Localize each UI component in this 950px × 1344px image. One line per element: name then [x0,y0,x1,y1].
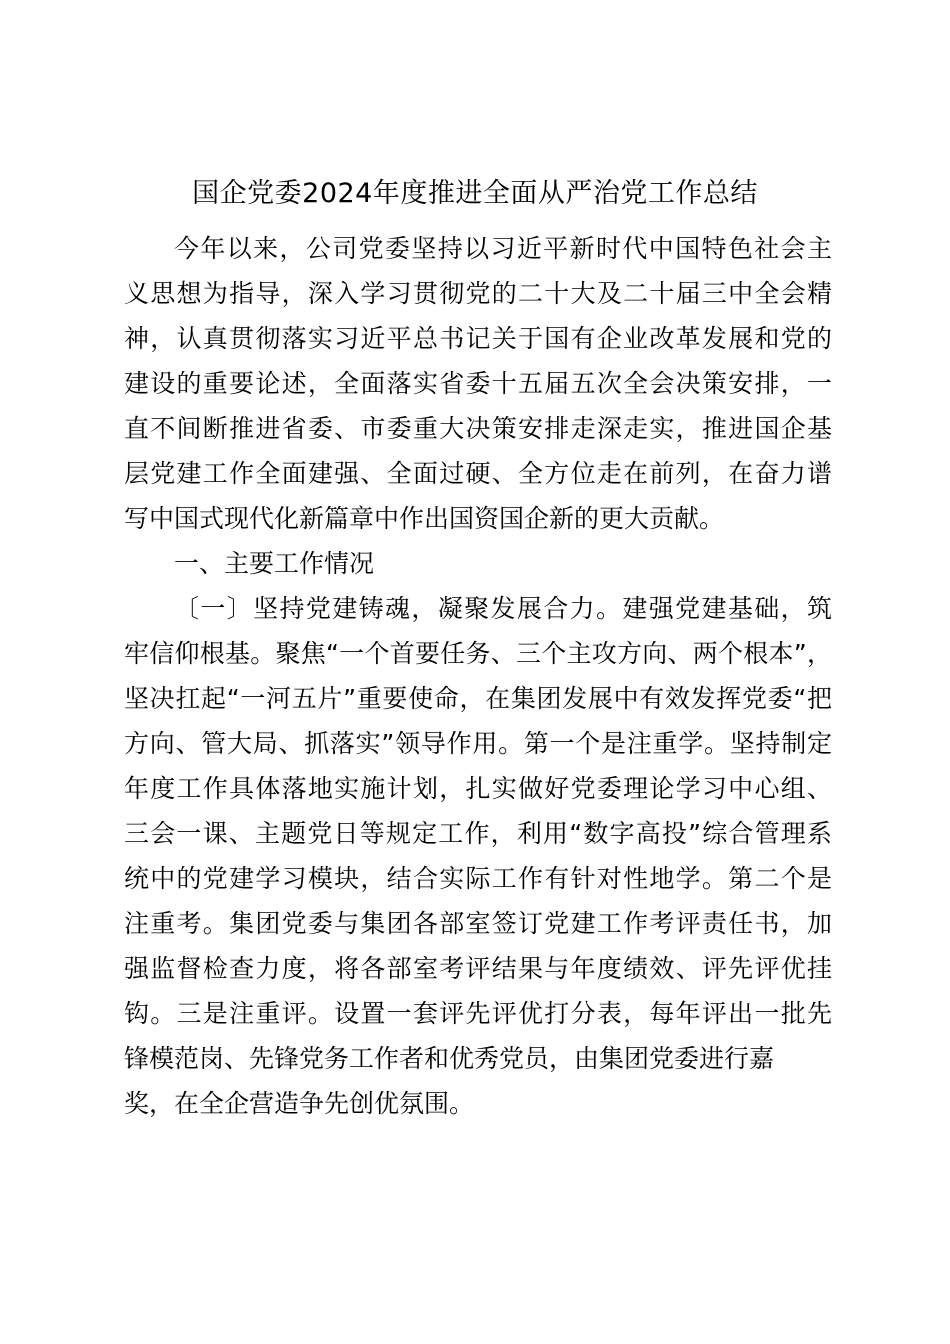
paragraph-line: 义思想为指导，深入学习贯彻党的二十大及二十届三中全会精 [124,279,832,308]
paragraph-line: 锋模范岗、先锋党务工作者和优秀党员，由集团党委进行嘉 [124,1044,775,1073]
document-title: 国企党委2024年度推进全面从严治党工作总结 [192,178,758,209]
paragraph-line: 神，认真贯彻落实习近平总书记关于国有企业改革发展和党的 [124,324,832,353]
document-body [124,226,832,1126]
paragraph-line: 坚决扛起“一河五片”重要使命，在集团发展中有效发挥党委“把 [124,684,832,713]
section-heading [124,541,832,586]
paragraph-line: 统中的党建学习模块，结合实际工作有针对性地学。第二个是 [124,864,832,893]
paragraph-line: 奖，在全企营造争先创优氛围。 [124,1089,475,1118]
paragraph-line: 直不间断推进省委、市委重大决策安排走深走实，推进国企基 [124,414,832,443]
paragraph-line: 三会一课、主题党日等规定工作，利用“数字高投”综合管理系 [124,819,832,848]
paragraph-line: 强监督检查力度，将各部室考评结果与年度绩效、评先评优挂 [124,954,832,983]
paragraph-line: 牢信仰根基。聚焦“一个首要任务、三个主攻方向、两个根本”， [124,639,832,668]
paragraph-intro [124,226,832,541]
paragraph-line: 〔一〕坚持党建铸魂，凝聚发展合力。建强党建基础，筑 [174,594,832,623]
section-heading-text: 一、主要工作情况 [174,549,375,578]
paragraph-section-1-1 [124,586,832,1126]
paragraph-line: 年度工作具体落地实施计划，扎实做好党委理论学习中心组、 [124,774,832,803]
paragraph-line: 注重考。集团党委与集团各部室签订党建工作考评责任书，加 [124,909,832,938]
paragraph-line: 建设的重要论述，全面落实省委十五届五次全会决策安排，一 [124,369,832,398]
paragraph-line: 方向、管大局、抓落实”领导作用。第一个是注重学。坚持制定 [124,729,832,758]
paragraph-line: 钩。三是注重评。设置一套评先评优打分表，每年评出一批先 [124,999,832,1028]
paragraph-line: 今年以来，公司党委坚持以习近平新时代中国特色社会主 [174,234,832,263]
paragraph-line: 写中国式现代化新篇章中作出国资国企新的更大贡献。 [124,504,725,533]
paragraph-line: 层党建工作全面建强、全面过硬、全方位走在前列，在奋力谱 [124,459,832,488]
